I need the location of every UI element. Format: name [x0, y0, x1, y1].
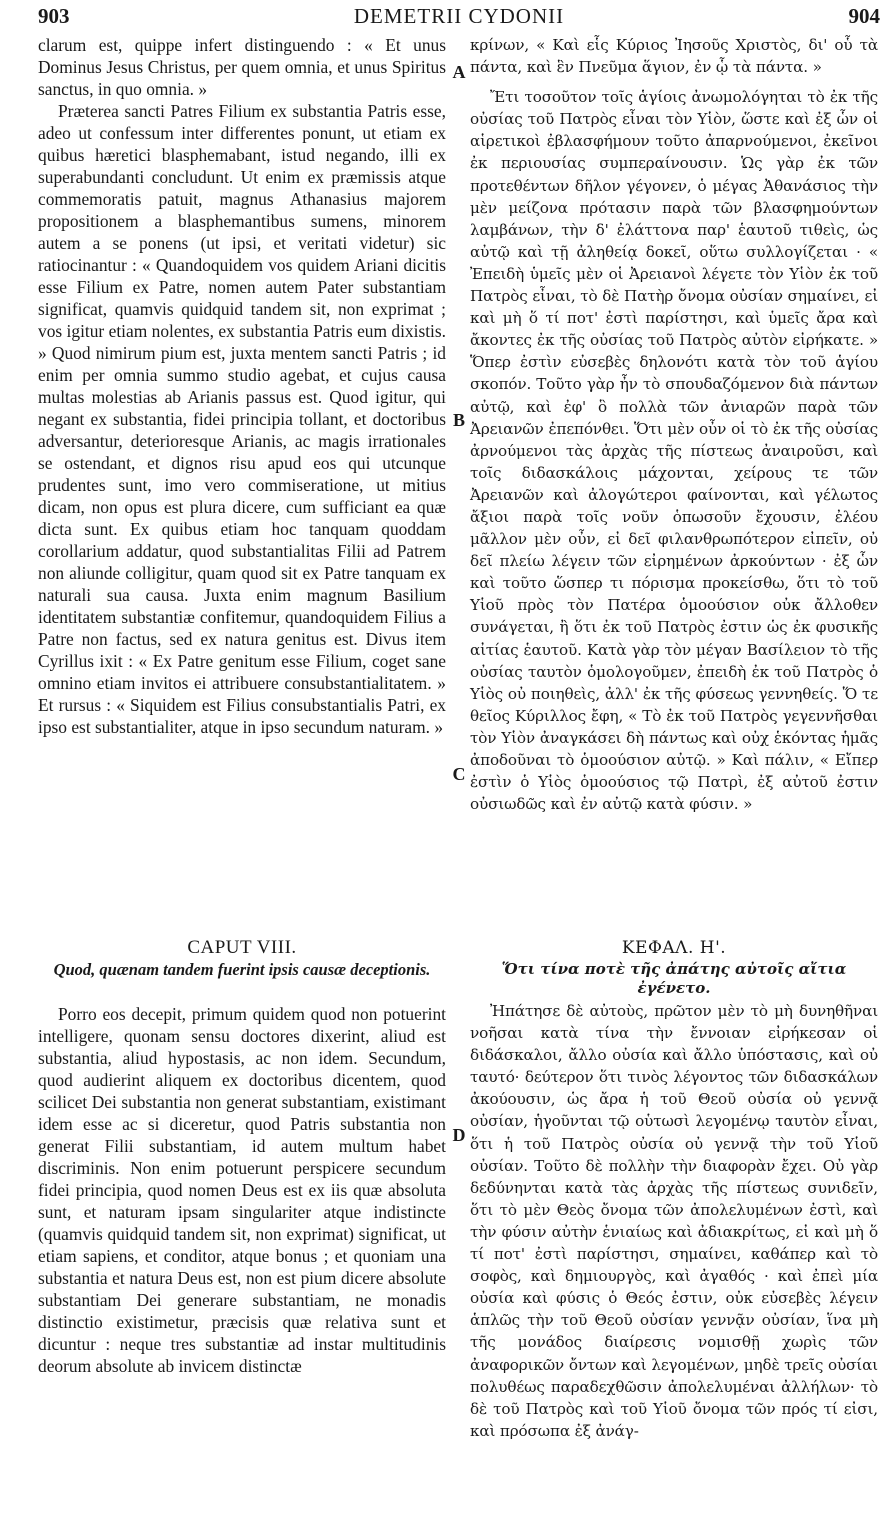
greek-paragraph: Ἔτι τοσοῦτον τοῖς ἁγίοις ἀνωμολόγηται τὸ ἐκ τῆς οὐσίας τοῦ Πατρὸς εἶναι τὸν Υἱὸν, ὥστε καὶ ἐξ ὧν οἱ αἱρετικοὶ ἐβλασφήμουν τοῦτο ἀπαρνούμενοι, ἐκεῖνοι ἐκ περιουσίας συμπεραίνουσιν. Ὡς γὰρ ἐκ τῶν προτεθέντων δῆλον γέγονεν, ὁ μέγας Ἀθανάσιος τὴν μὲν μείζονα πρότασιν παρὰ τῶν βλασφημούντων λαμβάνων, τὴν δ' ἐλάττονα παρ' ἑαυτοῦ τιθεὶς, ὡς αὐτῷ καὶ τῇ ἀληθείᾳ δοκεῖ, οὕτω συλλογίζεται · « Ἐπειδὴ ὑμεῖς μὲν οἱ Ἀρειανοὶ λέγετε τὸν Υἱὸν ἐκ τοῦ Πατρὸς εἶναι, τὸ δὲ Πατὴρ ὄνομα οὐσίαν σημαίνει, εἰ καὶ μὴ ὅ τί ποτ' ἐστὶ παρίστησι, καὶ ὑμεῖς ἄρα καὶ ἄκοντες ἐκ τῆς οὐσίας τοῦ Πατρὸς αὐτὸν εἰρήκατε. » Ὅπερ ἐστὶν εὐσεβὲς δηλονότι κατὰ τὸν τοῦ ἁγίου σκοπόν. Τοῦτο γὰρ ἦν τὸ σπουδαζόμενον διὰ πάντων αὐτῷ, καὶ ἐφ' ὃ πολλὰ τῶν ἀνιαρῶν παρὰ τῶν Ἀρειανῶν ἐπεπόνθει. Ὅτι μὲν οὖν οἱ τὸ ἐκ τῆς οὐσίας ἀρνούμενοι τὰς ἀρχὰς τῆς πίστεως ἀναιροῦσι, καὶ τοῖς διδασκάλοις μάχονται, χείρους τε τῶν Ἀρειανῶν καὶ ἀλογώτεροι φαίνονται, καὶ γέλωτος ἄξιοι παρὰ τοῖς νοῦν ὁπωσοῦν ἔχουσιν, ἐλέου μᾶλλον μὲν οὖν, εἰ δεῖ φιλανθρωπότερον εἰπεῖν, οὐ δεῖ πλείω λέγειν τῶν εἰρημένων ἀρκούντων · ἐξ ὧν καὶ τοῦτο ὥσπερ τι πόρισμα προκείσθω, ὅτι τὸ τοῦ Υἱοῦ πρὸς τὸν Πατέρα ὁμοούσιον οὐκ ἄλλοθεν συνάγεται, ἢ ὅτι ἐκ τοῦ Πατρὸς ἐστιν ὡς ἐκ φυσικῆς αἰτίας ἑαυτοῦ. Κατὰ γὰρ τὸν μέγαν Βασίλειον τὸ τῆς οὐσίας ταυτὸν ὁμολογοῦμεν, ἐπειδὴ ἐκ τοῦ Πατρὸς ὁ Υἱὸς οὐ ποιηθεὶς, ἀλλ' ἐκ τῆς φύσεως γεννηθείς. Ὅ τε θεῖος Κύριλλος ἔφη, « Τὸ ἐκ τοῦ Πατρὸς γεγεννῆσθαι τὸν Υἱὸν ἀναγκάσει δὴ πάντως καὶ οὐχ ἑκόντας ἡμᾶς ἀποδοῦναι τὸ ὁμοούσιον αὐτῷ. » Καὶ πάλιν, « Εἴπερ ἐστὶν ὁ Υἱὸς ὁμοούσιος τῷ Πατρὶ, ἐξ αὐτοῦ ἐστιν οὐσιωδῶς καὶ ἐν αὐτῷ κατὰ φύσιν. » — [470, 88, 878, 814]
latin-paragraph: Præterea sancti Patres Filium ex substantia Patris esse, adeo ut confessum inter differentes ponunt, ut etiam ex quibus hæretici blasphemabant, istud negando, illi ex superabundanti concludunt. Ut enim ex præmissis atque commemoratis patuit, magnus Athanasius majorem propositionem a blasphemantibus sumens, minorem autem a se ponens (ut ipsi, et veritati videtur) sic ratiocinantur : « Quandoquidem vos quidem Ariani dicitis esse Filium ex Patre, nomen autem Pater substantiam significat, quamvis quidquid tandem sit, non exprimat ; vos igitur etiam nolentes, ex substantia Patris eum dixistis. » Quod nimirum pium est, juxta mentem sancti Patris ; id enim per omnia summo studio agebat, et cujus causa multas molestias ab Arianis passus est. Quod igitur, qui negant ex substantia, fidei principia tollant, et doctoribus adversantur, deterioresque Arianis, ac magis irrationales se ostendant, et dignos risu apud eos qui utcunque prudentes sunt, imo vero commiseratione, ut mitius dicam, non opus est plura dicere, cum sufficiant ea quæ dicta sunt. Ex quibus etiam hoc tanquam quoddam corollarium addatur, quod substantialitas Filii ad Patrem non aliunde colligitur, quam quod sit ex Patre tanquam ex naturali sua causa. Juxta enim magnum Basilium identitatem substantiæ confitemur, quandoquidem Filius a Patre non factus, sed ex natura genitus est. Divus item Cyrillus ixit : « Ex Patre genitum esse Filium, coget sane omnino etiam invitos ei attribuere consubstantialitatem. » Et rursus : « Siquidem est Filius consubstantialis Patri, ex ipso est substantialiter, atque in ipso secundum naturam. » — [38, 101, 446, 737]
latin-paragraph: Porro eos decepit, primum quidem quod non potuerint intelligere, quonam sensu doctores dixerint, aliud est substantia, aliud hypostasis, ac non idem. Secundum, quod audierint aliquem ex doctoribus dicentem, quod scilicet Dei substantia non generat substantiam, existimant idem esse ac si diceretur, quod Patris substantia non generat Filii substantiam, id autem multum habet discriminis. Non enim potuerunt perspicere secundum fidei principia, quod nomen Deus est ex iis quæ absoluta sunt, et naturam ipsam singulariter atque indistincte (quamvis quidquid tandem sit, non exprimat) significat, ut etiam sapiens, et conditor, atque bonus ; et quoniam una substantia et natura Deus est, non est pium dicere absolute substantiam Dei generare substantiam, ne monadis distinctio existimetur, præcisis quæ relativa sunt et dicuntur : neque tres substantiæ ad instar multitudinis deorum absolute ab invicem distinctæ — [38, 1004, 446, 1376]
chapter-subtitle: Ὅτι τίνα ποτὲ τῆς ἀπάτης αὐτοῖς αἴτια ἐγένετο. — [501, 960, 847, 997]
greek-column-top — [470, 34, 878, 815]
latin-column-top — [38, 34, 446, 738]
latin-chapter-body — [38, 1003, 446, 1377]
chapter-title: ΚΕΦΑΛ. Η'. — [621, 938, 727, 958]
page-number-left: 903 — [38, 4, 70, 28]
running-title: DEMETRII CYDONII — [353, 4, 565, 28]
greek-paragraph: Ἠπάτησε δὲ αὐτοὺς, πρῶτον μὲν τὸ μὴ δυνηθῆναι νοῆσαι κατὰ τίνα τὴν ἔννοιαν εἰρήκεσαν οἱ διδάσκαλοι, ἄλλο οὐσία καὶ ἄλλο ὑπόστασις, καὶ οὐ ταυτό· δεύτερον ὅτι τινὸς λέγοντος τῶν διδασκάλων ἀκούουσιν, ὡς ἄρα ἡ τοῦ Θεοῦ οὐσία οὐ γεννᾷ οὐσίαν, ἡγοῦνται τῷ οὑτωσὶ λεγομένῳ ταυτὸν εἶναι, ὅτι ἡ τοῦ Πατρὸς οὐσία οὐ γεννᾷ τὴν τοῦ Υἱοῦ οὐσίαν. Τοῦτο δὲ πολλὴν τὴν διαφορὰν ἔχει. Οὐ γὰρ δεδύνηνται κατὰ τὰς ἀρχὰς τῆς πίστεως συνιδεῖν, ὅτι τὸ μὲν Θεὸς ὄνομα τῶν ἀπολελυμένων ἐστὶ, καὶ τὴν φύσιν αὐτὴν ἑνιαίως καὶ ἀδιακρίτως, εἰ καὶ μὴ ὅ τί ποτ' ἐστὶ παρίστησι, σημαίνει, καθάπερ καὶ τὸ σοφὸς, καὶ δημιουργὸς, καὶ ἀγαθός · καὶ ἐπεὶ μία οὐσία καὶ φύσις ὁ Θεός ἐστιν, οὐκ εὐσεβὲς λέγειν ἁπλῶς τὴν τοῦ Θεοῦ οὐσίαν γεννᾷν οὐσίαν, ἵνα μὴ τῆς μονάδος διαίρεσις νομισθῇ χωρὶς τῶν ἀναφορικῶν ὄντων καὶ λεγομένων, μηδὲ τρεῖς οὐσίαι πολυθέως παραδεχθῶσιν ἀπολελυμέναι ἀλλήλων· τὸ δὲ τοῦ Πατρὸς καὶ τοῦ Υἱοῦ ὄνομα τῶν πρός τί εἰσι, καὶ πρόσωπα ἐξ ἀνάγ- — [470, 1002, 878, 1440]
page-number-right: 904 — [848, 4, 880, 28]
margin-letter-d: D — [452, 1125, 466, 1145]
chapter-subtitle: Quod, quænam tandem fuerint ipsis causæ deceptionis. — [53, 960, 431, 979]
margin-letter-a: A — [452, 62, 466, 82]
latin-paragraph: clarum est, quippe infert distinguendo : « Et unus Dominus Jesus Christus, per quem omnia, et unus Spiritus sanctus, in quo omnia. » — [38, 35, 446, 99]
greek-chapter-heading — [470, 936, 878, 998]
greek-paragraph: κρίνων, « Καὶ εἷς Κύριος Ἰησοῦς Χριστὸς, δι' οὗ τὰ πάντα, καὶ ἓν Πνεῦμα ἅγιον, ἐν ᾧ τὰ πάντα. » — [470, 36, 878, 77]
chapter-title: CAPUT VIII. — [187, 937, 297, 958]
latin-chapter-heading — [38, 936, 446, 979]
greek-chapter-body — [470, 1000, 878, 1442]
margin-letter-c: C — [452, 764, 466, 784]
margin-letter-b: B — [452, 410, 465, 430]
